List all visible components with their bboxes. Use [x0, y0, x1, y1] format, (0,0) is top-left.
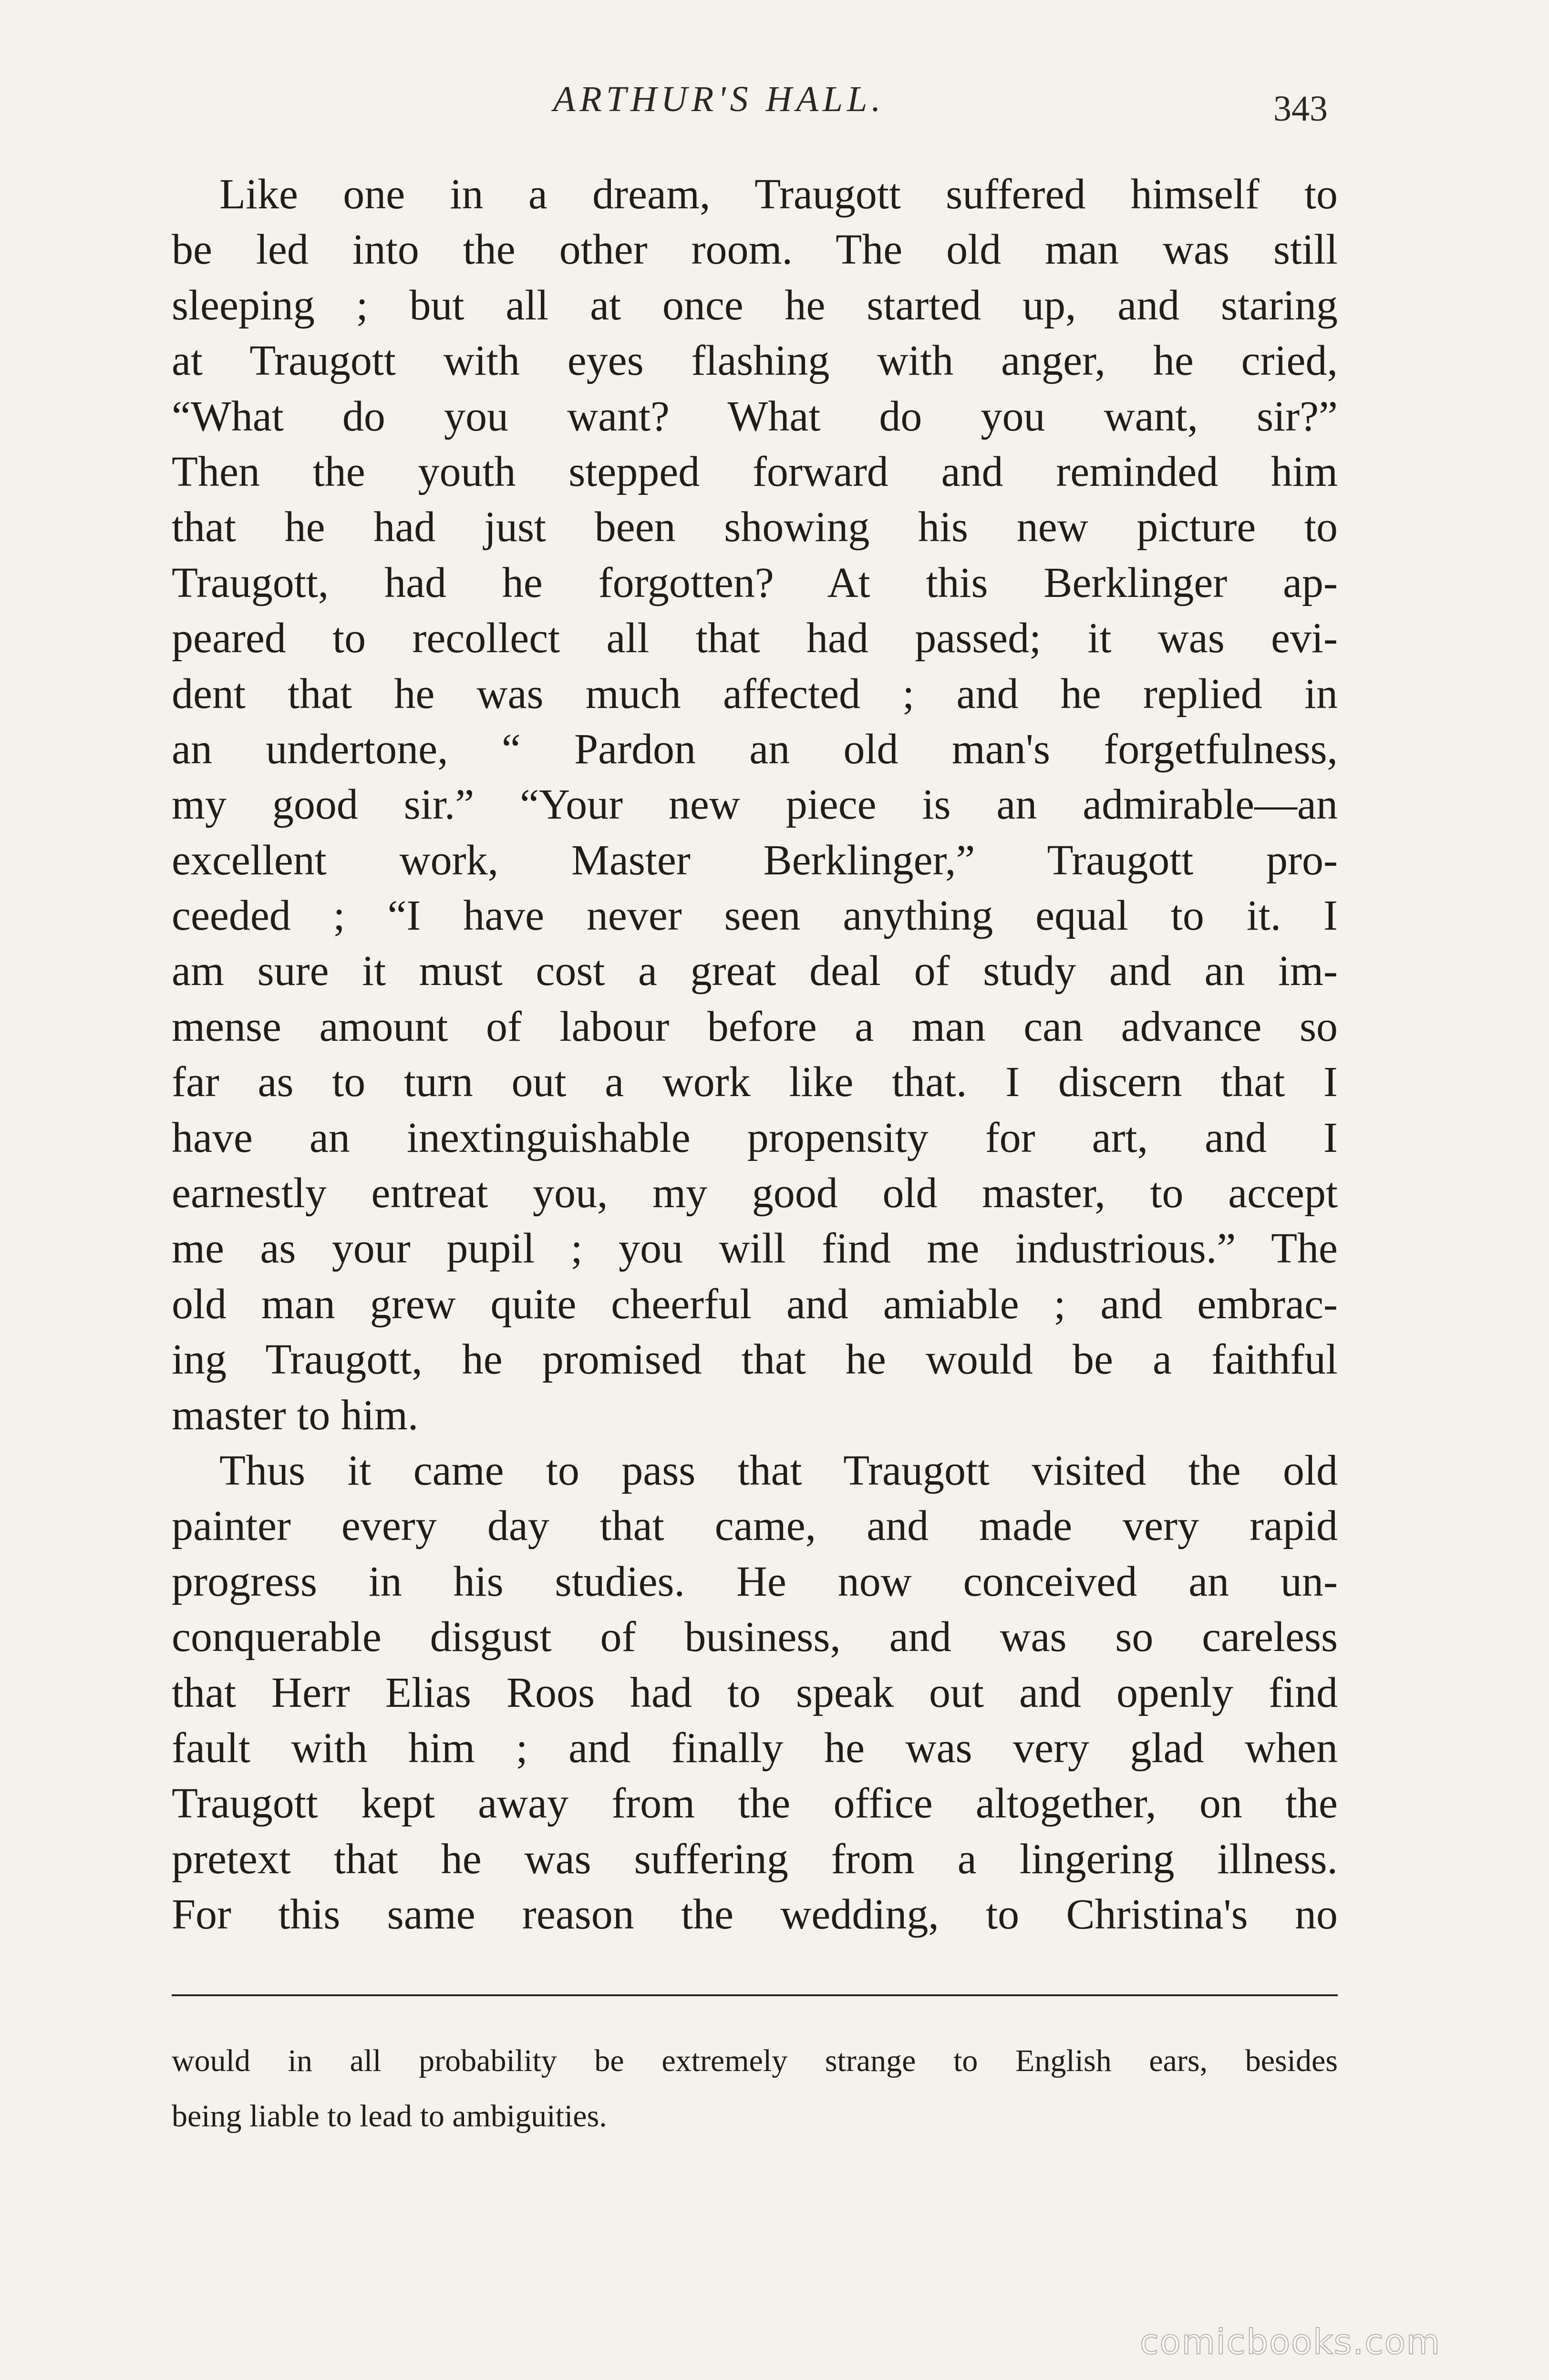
text-line: conquerable disgust of business, and was so careless — [172, 1613, 1338, 1661]
text-line: me as your pupil ; you will find me industrious.” The — [172, 1225, 1338, 1272]
running-head — [0, 74, 1549, 129]
footnote-line: being liable to lead to ambiguities. — [172, 2099, 607, 2134]
text-line: fault with him ; and finally he was very glad when — [172, 1724, 1338, 1772]
text-line: Then the youth stepped forward and reminded him — [172, 448, 1338, 495]
text-line: “What do you want? What do you want, sir?” — [172, 392, 1338, 440]
watermark: comicbooks.com — [1140, 2322, 1441, 2362]
text-line: that he had just been showing his new picture to — [172, 503, 1338, 551]
running-title: ARTHUR'S HALL. — [553, 79, 885, 119]
text-line: ing Traugott, he promised that he would be a faithful — [172, 1336, 1338, 1384]
text-line: peared to recollect all that had passed; it was evi- — [172, 615, 1338, 662]
text-line: sleeping ; but all at once he started up, and staring — [172, 281, 1338, 329]
footnote — [172, 2038, 1338, 2149]
text-line: Thus it came to pass that Traugott visited the old — [219, 1446, 1338, 1494]
text-line: pretext that he was suffering from a lingering illness. — [172, 1835, 1338, 1883]
text-line: am sure it must cost a great deal of study and an im- — [172, 947, 1338, 995]
text-line: painter every day that came, and made very rapid — [172, 1502, 1338, 1550]
text-line: ceeded ; “I have never seen anything equal to it. I — [172, 892, 1338, 940]
text-line: earnestly entreat you, my good old master, to accept — [172, 1169, 1338, 1217]
text-line: my good sir.” “Your new piece is an admirable—an — [172, 781, 1338, 829]
text-line: master to him. — [172, 1391, 419, 1439]
text-line: that Herr Elias Roos had to speak out and openly find — [172, 1669, 1338, 1716]
text-line: have an inextinguishable propensity for art, and I — [172, 1114, 1338, 1161]
body-text — [172, 167, 1338, 1943]
text-line: an undertone, “ Pardon an old man's forgetfulness, — [172, 725, 1338, 773]
text-line: mense amount of labour before a man can advance so — [172, 1003, 1338, 1050]
footnote-line: would in all probability be extremely strange to English ears, besides — [172, 2043, 1338, 2078]
text-line: far as to turn out a work like that. I discern that I — [172, 1058, 1338, 1106]
footnote-rule — [172, 1994, 1338, 1996]
text-line: Traugott kept away from the office altogether, on the — [172, 1780, 1338, 1827]
text-line: be led into the other room. The old man was still — [172, 226, 1338, 274]
text-line: excellent work, Master Berklinger,” Traugott pro- — [172, 836, 1338, 884]
page-number: 343 — [1273, 89, 1328, 129]
text-line: For this same reason the wedding, to Christina's no — [172, 1891, 1338, 1939]
text-line: progress in his studies. He now conceived an un- — [172, 1558, 1338, 1605]
text-line: at Traugott with eyes flashing with anger, he cried, — [172, 337, 1338, 385]
text-line: old man grew quite cheerful and amiable ; and embrac- — [172, 1280, 1338, 1328]
text-line: Like one in a dream, Traugott suffered himself to — [219, 171, 1338, 218]
text-line: dent that he was much affected ; and he replied in — [172, 670, 1338, 718]
text-line: Traugott, had he forgotten? At this Berklinger ap- — [172, 559, 1338, 606]
